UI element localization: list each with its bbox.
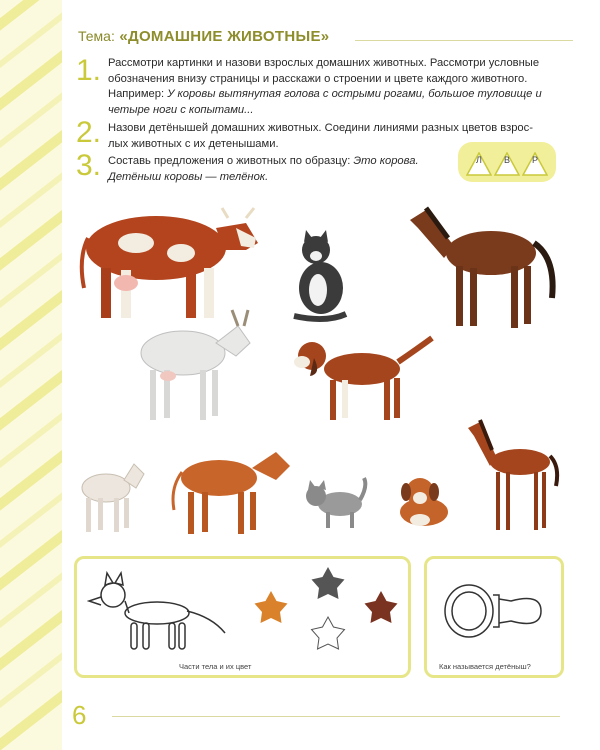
footer-line: [112, 716, 560, 717]
task-1-number: 1.: [76, 54, 102, 87]
task-3-line-1: [108, 154, 453, 170]
cat-picture: [286, 228, 356, 323]
title-prefix: Тема:: [78, 28, 115, 44]
example-label: Например:: [108, 88, 165, 100]
calf-picture: [164, 438, 294, 538]
pacifier-icon: [441, 575, 551, 647]
task-3-sample-2: Детёныш коровы — телёнок.: [108, 170, 269, 183]
star-brown-icon: [365, 591, 398, 623]
stripe-pattern: [0, 0, 62, 750]
foal-picture: [462, 410, 562, 535]
young-name-caption: Как называется детёныш?: [439, 662, 531, 671]
task-3-sample-1: Это корова.: [353, 155, 419, 167]
dog-picture: [292, 334, 437, 424]
body-parts-caption: Части тела и их цвет: [179, 662, 252, 671]
task-1-text: [108, 56, 568, 118]
horse-picture: [396, 198, 561, 338]
page-number: 6: [72, 700, 87, 730]
page-title: [78, 28, 329, 46]
star-white-icon: [312, 617, 345, 649]
badge-letter-v: В: [503, 155, 510, 165]
badge-letter-r: Р: [531, 155, 538, 165]
star-gray-icon: [312, 567, 345, 599]
young-name-box: [424, 556, 564, 678]
kitten-picture: [304, 476, 370, 532]
task-1-line-1: Рассмотри картинки и назови взрослых домашних животных. Рассмотри условные: [108, 57, 540, 69]
task-2-line-2: лых животных с их детенышами.: [108, 137, 279, 150]
task-1-line-2: обозначения внизу страницы и расскажи о строении и цвете каждого животного.: [108, 72, 528, 85]
fox-outline-icon: [87, 567, 227, 657]
task-1-example: [108, 87, 568, 103]
example-line-2: четыре ноги с копытами...: [108, 103, 254, 116]
puppy-picture: [390, 470, 456, 532]
star-orange-icon: [255, 591, 288, 623]
badge-letter-l: Л: [476, 155, 482, 165]
kid-goat-picture: [74, 456, 146, 536]
task-3-number: 3.: [76, 149, 102, 182]
task-3-text: [108, 154, 453, 185]
example-text: У коровы вытянутая голова с острыми рогами, большое туловище и: [167, 88, 542, 100]
task-3-intro: Составь предложения о животных по образцу:: [108, 155, 351, 167]
task-2-line-1: Назови детёнышей домашних животных. Соедини линиями разных цветов взрос-: [108, 122, 533, 134]
body-parts-box: [74, 556, 411, 678]
title-underline: [355, 40, 573, 41]
title-text: «ДОМАШНИЕ ЖИВОТНЫЕ»: [119, 28, 330, 45]
goat-picture: [128, 308, 258, 426]
task-2-number: 2.: [76, 116, 102, 149]
color-stars: [243, 563, 403, 663]
side-decor-stripe: [0, 0, 62, 750]
sound-badge: [458, 142, 556, 182]
